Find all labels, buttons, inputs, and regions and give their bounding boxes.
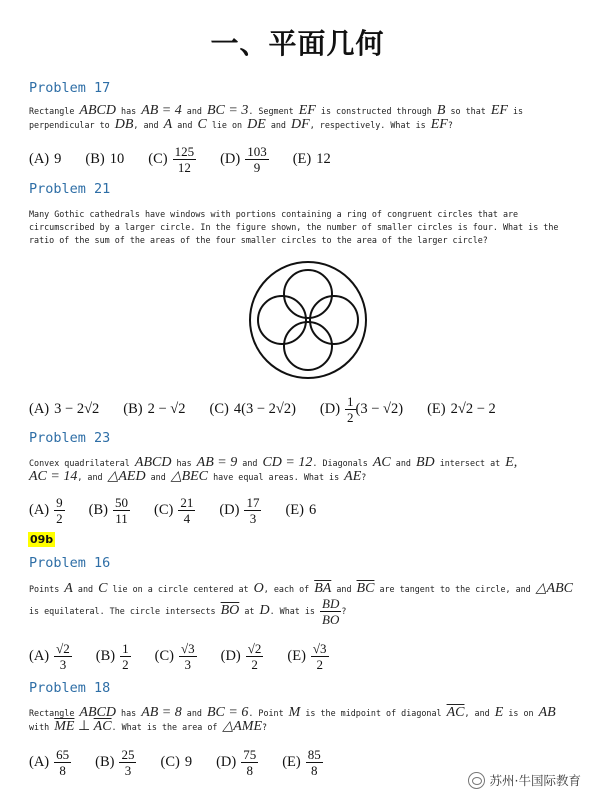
choice-e: (E) $\frac{85}{8}$ [282,746,321,778]
choice-e: (E) 2√2 − 2 [427,400,496,417]
problem-18-choices [29,742,347,782]
choice-c: (C) $\frac{√3}{3}$ [154,640,195,672]
problem-17-title: Problem 17 [29,80,111,96]
problem-17-choices [29,139,355,179]
problem-23-title: Problem 23 [29,430,111,446]
page-title: 一、平面几何 [210,27,385,60]
small-circle-top [284,270,332,318]
wechat-icon [468,772,485,789]
watermark-text: 苏州·牛国际教育 [489,773,581,788]
choice-a: (A) $\frac{65}{8}$ [29,746,70,778]
small-circle-left [258,296,306,344]
choice-a: (A) 3 − 2√2 [29,400,100,417]
gothic-window-figure [248,260,368,380]
problem-16-title: Problem 16 [29,555,111,571]
large-circle [250,262,366,378]
problem-21-title: Problem 21 [29,181,111,197]
problem-21-choices [29,389,520,429]
choice-b: (B) $\frac{25}{3}$ [95,746,135,778]
problem-18-title: Problem 18 [29,680,111,696]
choice-b: (B) $\frac{1}{2}$ [95,640,129,672]
problem-23-text: Convex quadrilateral ABCD has AB = 9 and CD = 12. Diagonals AC and BD intersect at E, AC = 14, and △AED and △BEC have equal areas. What is AE? [29,455,518,484]
choice-a: (A) $\frac{9}{2}$ [29,494,63,526]
choice-c: (C) $\frac{125}{12}$ [148,143,195,175]
problem-23-choices [29,490,340,530]
problem-16-text: Points A and C lie on a circle centered at O, each of $\overline{BA}$ and $\overline{BC}$ are tangent to the circle, and △ABC is equilateral. The circle intersects $\overline{BO}$ at D. What is $\frac{BD}{BO}$ ? [29,581,573,627]
choice-c: (C) $\frac{21}{4}$ [153,494,194,526]
choice-d: (D) $\frac{103}{9}$ [220,143,267,175]
choice-c: (C) 4(3 − 2√2) [209,400,296,417]
choice-d: (D) $\frac{1}{2}$ (3 − √2) [319,393,404,425]
choice-b: (B) $\frac{50}{11}$ [88,494,128,526]
choice-a: (A) 9 [29,150,62,167]
problem-17-text: Rectangle ABCD has AB = 4 and BC = 3. Segment EF is constructed through B so that EF is perpendicular to DB, and A and C lie on DE and DF, respectively. What is EF? [29,103,524,132]
choice-e: (E) 12 [292,150,331,167]
watermark [468,771,581,789]
small-circle-bottom [284,322,332,370]
problem-16-choices [29,636,353,676]
problem-18-text: Rectangle ABCD has AB = 8 and BC = 6. Point M is the midpoint of diagonal $\overline{AC}$, and E is on AB with $\overline{ME}$ ⊥ $\overline{AC}$. What is the area of △AME? [29,705,556,734]
choice-e: (E) 6 [285,501,317,518]
choice-c: (C) 9 [160,753,193,770]
choice-d: (D) $\frac{75}{8}$ [216,746,257,778]
choice-a: (A) $\frac{√2}{3}$ [29,640,70,672]
problem-21-text: Many Gothic cathedrals have windows with portions containing a ring of congruent circles that are circumscribed by a larger circle. In the figure shown, the number of smaller circles is four. What is the ratio of the sum of the areas of the four smaller circles to the area of the larger circle? [29,209,559,245]
choice-e: (E) $\frac{√3}{2}$ [287,640,327,672]
choice-d: (D) $\frac{√2}{2}$ [220,640,262,672]
section-tag: 09b [30,533,54,546]
choice-b: (B) 10 [85,150,125,167]
small-circle-right [310,296,358,344]
choice-b: (B) 2 − √2 [123,400,186,417]
choice-d: (D) $\frac{17}{3}$ [219,494,260,526]
